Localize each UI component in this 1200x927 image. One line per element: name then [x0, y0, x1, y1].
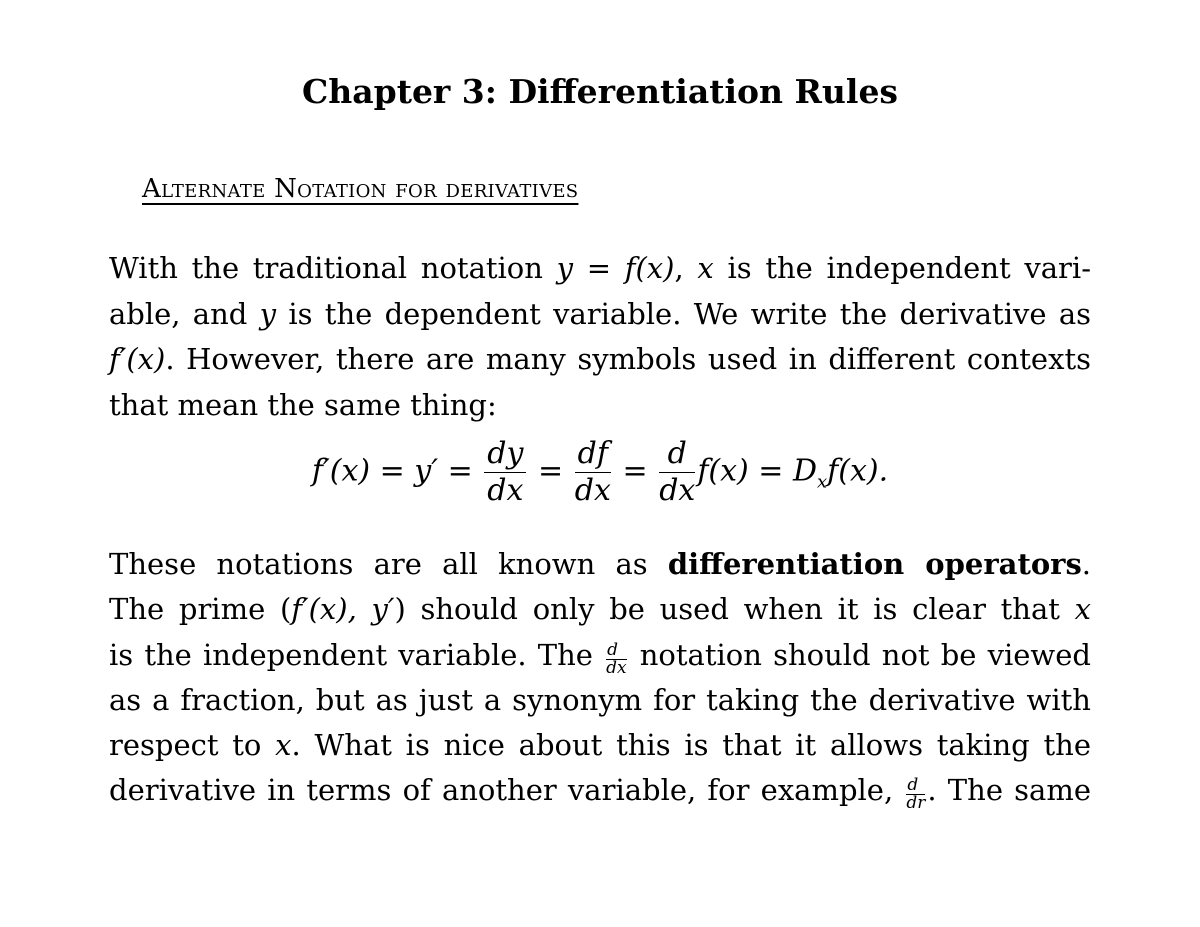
paragraph-1-line-4: that mean the same thing:	[109, 388, 497, 422]
text-run: These notations are all known as	[109, 547, 668, 581]
math-inline: f′(x)	[109, 342, 166, 376]
math-inline: x	[275, 728, 292, 762]
math-inline: f′(x), y′	[291, 592, 395, 626]
paragraph-1-line-2	[109, 296, 1091, 332]
math-inline: x	[1074, 592, 1091, 626]
text-run: . What is nice about this is that it allows taking the	[291, 728, 1091, 762]
text-run: derivative in terms of another variable, for example,	[109, 773, 905, 807]
fraction-d-dr-inline	[906, 777, 925, 812]
fraction-d-dx-inline	[606, 642, 626, 677]
fraction-df-dx	[575, 436, 611, 509]
text-run: .	[1081, 547, 1092, 581]
paragraph-1-line-3	[109, 341, 1091, 377]
equation-part: f′(x) = y′ =	[311, 453, 483, 489]
text-run: With the traditional notation	[109, 251, 557, 285]
bold-term: differentiation operators	[667, 547, 1082, 581]
equation-part: f(x) = D	[697, 453, 818, 489]
fraction-denominator: dx	[659, 473, 696, 508]
fraction-denominator: dx	[487, 473, 524, 508]
paragraph-2-line-1	[109, 546, 1091, 582]
text-run: ,	[674, 251, 698, 285]
paragraph-2-line-6	[109, 772, 1091, 812]
fraction-denominator: dx	[574, 473, 611, 508]
fraction-dy-dx	[484, 436, 526, 509]
subscript: x	[817, 471, 828, 493]
text-run: is the dependent variable. We write the derivative as	[276, 297, 1091, 331]
text-run: able, and	[109, 297, 260, 331]
fraction-denominator: dx	[606, 658, 627, 678]
text-run: respect to	[109, 728, 276, 762]
equals-sign: =	[612, 453, 658, 489]
section-heading: Alternate Notation for derivatives	[142, 174, 579, 204]
text-run: . The same	[927, 773, 1091, 807]
math-inline: x	[697, 251, 714, 285]
display-equation	[0, 436, 1200, 509]
equation-part: f(x).	[827, 453, 889, 489]
text-run: The prime (	[109, 592, 292, 626]
paragraph-2-line-5	[109, 727, 1091, 763]
fraction-numerator: d	[659, 436, 695, 473]
equals-sign: =	[528, 453, 573, 489]
fraction-d-dx	[659, 436, 695, 509]
fraction-denominator: dr	[906, 793, 926, 813]
paragraph-1-line-1	[109, 250, 1091, 286]
paragraph-2-line-3	[109, 637, 1091, 677]
chapter-title: Chapter 3: Differentiation Rules	[301, 72, 899, 111]
text-run: ) should only be used when it is clear that	[394, 592, 1075, 626]
fraction-numerator: d	[906, 777, 925, 795]
math-inline: y = f(x)	[556, 251, 675, 285]
text-run: is the independent vari-	[713, 251, 1091, 285]
paragraph-2-line-2	[109, 591, 1091, 627]
fraction-numerator: df	[575, 436, 611, 473]
text-run: . However, there are many symbols used in different contexts	[165, 342, 1091, 376]
text-run: is the independent variable. The	[109, 638, 605, 672]
fraction-numerator: d	[606, 642, 626, 660]
paragraph-2-line-4: as a fraction, but as just a synonym for taking the derivative with	[109, 683, 1091, 717]
fraction-numerator: dy	[484, 436, 526, 473]
math-inline: y	[259, 297, 277, 331]
text-run: notation should not be viewed	[628, 638, 1091, 672]
